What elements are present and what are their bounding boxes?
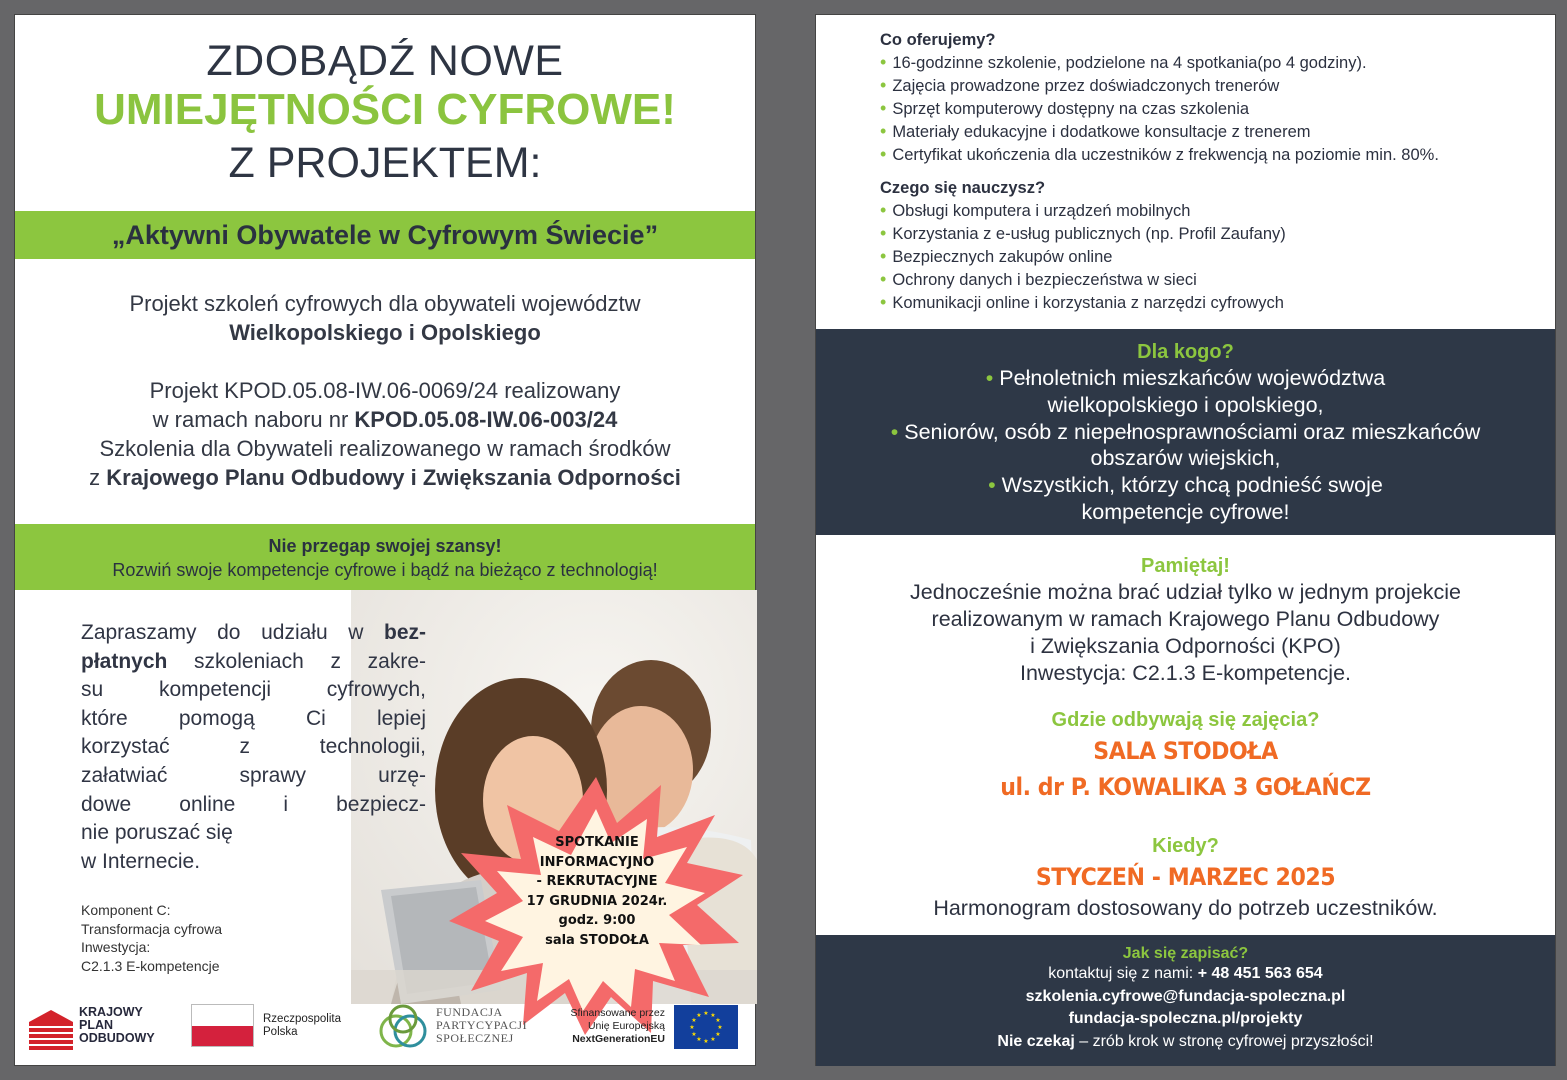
date-section xyxy=(816,833,1555,922)
invite-line: które pomogą Ci lepiej xyxy=(81,706,426,730)
svg-text:★: ★ xyxy=(691,1018,697,1024)
final-line xyxy=(816,1031,1555,1054)
component-line: Komponent C: xyxy=(81,902,171,918)
heading-line-3: Z PROJEKTEM: xyxy=(228,139,542,187)
meeting-info-text xyxy=(522,833,672,950)
invite-line xyxy=(81,648,426,677)
website-link[interactable] xyxy=(816,1008,1555,1031)
signup-section xyxy=(816,935,1555,1066)
desc-line: Projekt KPOD.05.08-IW.06-0069/24 realizowany xyxy=(149,378,621,403)
kpo-line: KRAJOWY xyxy=(79,1005,143,1019)
eu-line: Unię Europejską xyxy=(587,1020,665,1032)
project-title-band: „Aktywni Obywatele w Cyfrowym Świecie” xyxy=(15,211,755,259)
kpo-logo-text xyxy=(79,1006,155,1045)
foundation-logo-icon xyxy=(376,1003,430,1054)
sponsor-logos xyxy=(15,1000,755,1060)
website-url[interactable]: fundacja-spoleczna.pl/projekty xyxy=(1068,1010,1303,1027)
kpo-line: PLAN xyxy=(79,1018,114,1032)
rp-line: Polska xyxy=(263,1026,298,1038)
invite-line: załatwiać sprawy urzę- xyxy=(81,763,426,787)
location-section xyxy=(816,707,1555,805)
fund-line: PARTYCYPACJI xyxy=(436,1018,528,1032)
location-question: Gdzie odbywają się zajęcia? xyxy=(1051,709,1320,731)
poland-flag-icon xyxy=(191,1004,254,1047)
svg-text:★: ★ xyxy=(691,1032,697,1038)
contact-label: kontaktuj się z nami: xyxy=(1048,965,1198,982)
cta-band xyxy=(15,524,755,590)
heading-line-2: UMIEJĘTNOŚCI CYFROWE! xyxy=(94,85,676,134)
list-item: • Obsługi komputera i urządzeń mobilnych xyxy=(880,199,1286,222)
burst-line: 17 GRUDNIA 2024r. xyxy=(526,893,668,909)
remember-line: Inwestycja: C2.1.3 E-kompetencje. xyxy=(1019,661,1351,685)
cta-text: Rozwiń swoje kompetencje cyfrowe i bądź na bieżąco z technologią! xyxy=(112,560,658,580)
component-line: Transformacja cyfrowa xyxy=(81,920,223,937)
svg-text:★: ★ xyxy=(689,1025,695,1031)
list-item: • Korzystania z e-usług publicznych (np. Profil Zaufany) xyxy=(880,222,1286,245)
heading-line-1: ZDOBĄDŹ NOWE xyxy=(206,37,564,85)
list-item: • Bezpiecznych zakupów online xyxy=(880,245,1286,268)
target-question: Dla kogo? xyxy=(1137,341,1234,363)
kpo-logo-icon xyxy=(29,1008,73,1055)
eu-funding-text xyxy=(555,1007,665,1046)
date-question: Kiedy? xyxy=(1152,835,1219,857)
list-item: • Certyfikat ukończenia dla uczestników z frekwencją na poziomie min. 80%. xyxy=(880,143,1439,166)
cta-bold: Nie przegap swojej szansy! xyxy=(268,536,502,556)
invite-bold: bez- xyxy=(384,621,426,644)
eu-flag-icon xyxy=(674,1005,738,1049)
list-item: • Ochrony danych i bezpieczeństwa w sieci xyxy=(880,268,1286,291)
target-line: • Pełnoletnich mieszkańców województwa xyxy=(816,365,1555,392)
offer-question: Co oferujemy? xyxy=(880,31,996,49)
invite-line: su kompetencji cyfrowych, xyxy=(81,678,426,702)
foundation-logo-text xyxy=(436,1006,527,1045)
final-text: – zrób krok w stronę cyfrowej przyszłości! xyxy=(1074,1032,1374,1050)
list-item: • Zajęcia prowadzone przez doświadczonych trenerów xyxy=(880,74,1439,97)
component-info xyxy=(81,901,222,975)
svg-text:★: ★ xyxy=(696,1037,702,1043)
offer-section xyxy=(880,29,1439,166)
learn-section xyxy=(880,177,1286,314)
eu-line: NextGenerationEU xyxy=(572,1033,665,1045)
rp-line: Rzeczpospolita xyxy=(263,1013,341,1025)
invite-bold: płatnych xyxy=(81,649,168,673)
eu-line: Sfinansowane przez xyxy=(570,1007,665,1019)
desc-line-bold: Wielkopolskiego i Opolskiego xyxy=(229,320,541,345)
kpo-name: Krajowego Planu Odbudowy i Zwiększania Odporności xyxy=(106,465,681,490)
venue-name: SALA STODOŁA xyxy=(1093,737,1278,765)
invite-line: dowe online i bezpiecz- xyxy=(81,792,426,816)
remember-line: i Zwiększania Odporności (KPO) xyxy=(1030,634,1341,658)
desc-text: w ramach naboru nr xyxy=(152,407,355,432)
target-group-section xyxy=(816,329,1555,535)
invite-line xyxy=(81,619,426,648)
invite-line: nie poruszać się xyxy=(81,821,233,845)
remember-section xyxy=(816,553,1555,687)
target-line: obszarów wiejskich, xyxy=(1090,446,1281,471)
desc-line xyxy=(15,463,755,492)
list-item: • 16-godzinne szkolenie, podzielone na 4 spotkania(po 4 godziny). xyxy=(880,51,1439,74)
svg-text:★: ★ xyxy=(715,1018,721,1024)
kpo-line: ODBUDOWY xyxy=(79,1031,155,1045)
burst-line: INFORMACYJNO xyxy=(539,854,655,870)
burst-line: - REKRUTACYJNE xyxy=(536,874,658,889)
desc-text: z xyxy=(89,465,107,490)
component-line: Inwestycja: xyxy=(81,939,151,955)
invite-text: Zapraszamy do udziału w xyxy=(81,621,384,644)
list-item: • Materiały edukacyjne i dodatkowe konsultacje z trenerem xyxy=(880,120,1439,143)
invite-line: w Internecie. xyxy=(81,849,201,873)
desc-line xyxy=(15,405,755,434)
svg-text:★: ★ xyxy=(703,1039,709,1045)
target-line: wielkopolskiego i opolskiego, xyxy=(1047,392,1324,417)
rp-logo-text xyxy=(263,1013,341,1039)
invite-text: szkoleniach z zakre- xyxy=(167,649,426,673)
svg-text:★: ★ xyxy=(717,1025,723,1031)
date-range: STYCZEŃ - MARZEC 2025 xyxy=(1035,863,1336,891)
contact-line xyxy=(816,963,1555,986)
list-item: • Sprzęt komputerowy dostępny na czas szkolenia xyxy=(880,97,1439,120)
remember-line: Jednocześnie można brać udział tylko w jednym projekcie xyxy=(910,580,1461,604)
remember-question: Pamiętaj! xyxy=(1141,555,1230,577)
burst-line: godz. 9:00 xyxy=(558,913,636,928)
desc-line: Projekt szkoleń cyfrowych dla obywateli województw xyxy=(129,291,641,316)
svg-text:★: ★ xyxy=(710,1013,716,1019)
desc-line: Szkolenia dla Obywateli realizowanego w ramach środków xyxy=(99,436,671,461)
call-number: KPOD.05.08-IW.06-003/24 xyxy=(354,407,618,432)
schedule-note: Harmonogram dostosowany do potrzeb uczestników. xyxy=(933,896,1438,920)
invitation-text xyxy=(81,619,426,876)
invite-line: korzystać z technologii, xyxy=(81,735,426,759)
signup-question: Jak się zapisać? xyxy=(1122,945,1249,962)
email-address[interactable]: szkolenia.cyfrowe@fundacja-spoleczna.pl xyxy=(1025,987,1346,1005)
final-bold: Nie czekaj xyxy=(997,1032,1075,1050)
fund-line: SPOŁECZNEJ xyxy=(436,1031,514,1045)
target-line: • Seniorów, osób z niepełnosprawnościami oraz mieszkańców xyxy=(816,419,1555,446)
venue-address: ul. dr P. KOWALIKA 3 GOŁAŃCZ xyxy=(1000,773,1371,801)
burst-line: SPOTKANIE xyxy=(555,835,639,850)
burst-line: sala STODOŁA xyxy=(545,932,649,948)
svg-text:★: ★ xyxy=(703,1011,709,1017)
meeting-starburst xyxy=(447,775,745,1037)
learn-question: Czego się nauczysz? xyxy=(880,179,1046,197)
right-leaflet-page xyxy=(815,14,1556,1066)
project-description xyxy=(15,289,755,347)
remember-line: realizowanym w ramach Krajowego Planu Odbudowy xyxy=(931,607,1440,631)
svg-text:★: ★ xyxy=(710,1037,716,1043)
target-line: kompetencje cyfrowe! xyxy=(1081,499,1290,524)
phone-number[interactable]: + 48 451 563 654 xyxy=(1197,965,1323,982)
fund-line: FUNDACJA xyxy=(436,1005,503,1019)
left-leaflet-page xyxy=(14,14,756,1066)
svg-text:★: ★ xyxy=(696,1013,702,1019)
email-link[interactable] xyxy=(816,986,1555,1009)
list-item: • Komunikacji online i korzystania z narzędzi cyfrowych xyxy=(880,291,1286,314)
project-funding-description xyxy=(15,376,755,492)
target-line: • Wszystkich, którzy chcą podnieść swoje xyxy=(816,472,1555,499)
component-line: C2.1.3 E-kompetencje xyxy=(81,957,220,974)
svg-text:★: ★ xyxy=(715,1032,721,1038)
